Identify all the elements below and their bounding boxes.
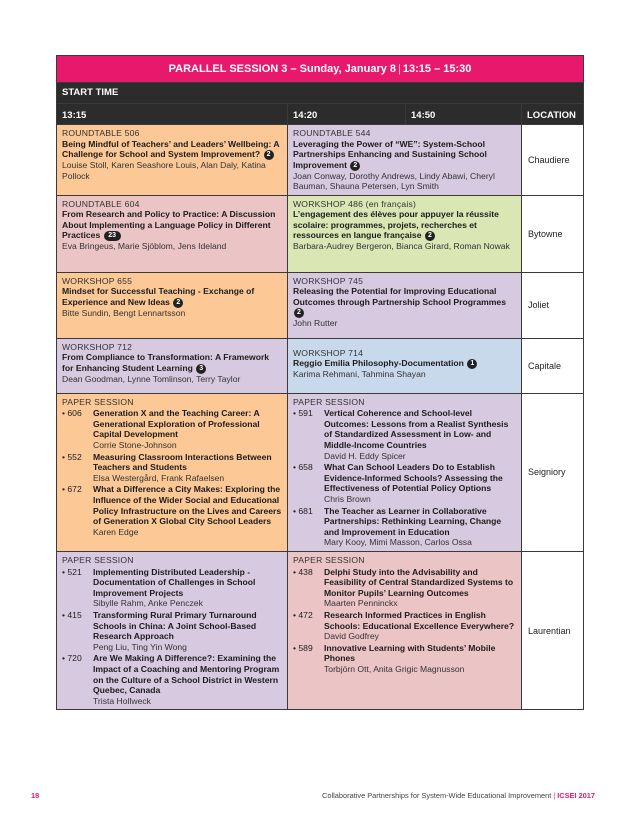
location-cell	[522, 272, 584, 338]
session-kind: WORKSHOP 486 (en français)	[293, 198, 417, 209]
paper-title: What a Difference a City Makes: Exploring the Influence of the Wider Social and Educational Policy Infrastructure on the Lives and Careers of Generation X Global City School Leaders	[93, 484, 282, 527]
paper-item	[62, 408, 282, 450]
session-kind: PAPER SESSION	[62, 396, 134, 407]
paper-item	[62, 610, 282, 652]
footer-text: Collaborative Partnerships for System-Wide Educational Improvement	[322, 791, 552, 800]
session-title-text: From Compliance to Transformation: A Framework for Enhancing Student Learning	[62, 352, 270, 373]
paper-item	[293, 643, 516, 675]
session-authors: Bitte Sundin, Bengt Lennartsson	[62, 307, 186, 318]
session-kind: PAPER SESSION	[62, 555, 134, 566]
paper-session-row	[57, 552, 584, 710]
schedule-table	[56, 55, 584, 710]
session-title: PARALLEL SESSION 3 – Sunday, January 8 | 13:15 – 15:30	[57, 56, 584, 83]
session-cell-right	[288, 338, 522, 393]
session-authors: John Rutter	[293, 318, 338, 329]
paper-number: • 521	[62, 566, 82, 577]
session-kind: PAPER SESSION	[293, 555, 365, 566]
paper-authors: Karen Edge	[93, 526, 139, 537]
paper-title: Are We Making A Difference?: Examining the Impact of a Coaching and Mentoring Program on the Culture of a School District in Western Quebec, Canada	[93, 653, 280, 696]
paper-authors: Sibylle Rahm, Anke Penczek	[93, 598, 203, 609]
paper-number: • 672	[62, 484, 82, 495]
location-name: Chaudiere	[528, 154, 570, 165]
paper-number: • 438	[293, 566, 313, 577]
session-authors: Karima Rehmani, Tahmina Shayan	[293, 369, 426, 380]
time-col-1: 13:15	[57, 104, 288, 125]
paper-number: • 591	[293, 408, 313, 419]
paper-title: What Can School Leaders Do to Establish Evidence-Informed Schools? Assessing the Effectiveness of Potential Policy Options	[324, 462, 503, 494]
session-authors: Joan Conway, Dorothy Andrews, Lindy Abawi, Cheryl Bauman, Shauna Petersen, Lyn Smith	[293, 170, 495, 192]
paper-authors: Elsa Westergård, Frank Rafaelsen	[93, 472, 225, 483]
session-cell-left	[57, 195, 288, 272]
paper-cell-right	[288, 393, 522, 551]
paper-authors: David Godfrey	[324, 631, 379, 642]
time-col-2: 14:20	[288, 104, 406, 125]
session-cell-right	[288, 125, 522, 196]
session-title-text: From Research and Policy to Practice: A Discussion About Implementing a Language Policy in Different Practices	[62, 209, 276, 241]
paper-authors: Torbjörn Ott, Anita Grigic Magnusson	[324, 663, 465, 674]
theme-number-badge: 2	[173, 298, 183, 308]
location-name: Joliet	[528, 300, 550, 311]
session-kind: ROUNDTABLE 604	[62, 198, 140, 209]
session-authors: Eva Bringeus, Marie Sjöblom, Jens Ideland	[62, 241, 227, 252]
session-cell-right	[288, 195, 522, 272]
paper-title: Measuring Classroom Interactions Between Teachers and Students	[93, 451, 272, 473]
session-title-text: Leveraging the Power of “WE”: System-School Partnerships Enhancing and Sustaining School Improvement	[293, 138, 487, 170]
paper-title: Delphi Study into the Advisability and Feasibility of Central Standardized Systems to Monitor Pupils’ Learning Outcomes	[324, 566, 514, 598]
session-authors: Barbara-Audrey Bergeron, Bianca Girard, Roman Nowak	[293, 241, 510, 252]
paper-authors: Trista Hollweck	[93, 695, 151, 706]
paper-cell-left	[57, 552, 288, 710]
paper-title: Transforming Rural Primary Turnaround Schools in China: A Joint School-Based Research Approach	[93, 609, 257, 642]
paper-title: Innovative Learning with Students’ Mobile Phones	[324, 642, 496, 664]
theme-number-badge: 2	[425, 231, 435, 241]
theme-number-badge: 1	[467, 359, 477, 369]
page-footer	[0, 791, 638, 805]
paper-cell-right	[288, 552, 522, 710]
paper-number: • 681	[293, 505, 313, 516]
theme-number-badge: 23	[104, 231, 121, 241]
conference-name: ICSEI 2017	[557, 791, 595, 800]
session-kind: WORKSHOP 712	[62, 341, 133, 352]
session-cell-left	[57, 272, 288, 338]
location-name: Laurentian	[528, 625, 571, 636]
paper-item	[62, 653, 282, 706]
session-cell-right	[288, 272, 522, 338]
session-title-text: Reggio Emilia Philosophy-Documentation	[293, 358, 464, 369]
session-cell-left	[57, 125, 288, 196]
location-name: Seigniory	[528, 467, 566, 478]
paper-cell-left	[57, 393, 288, 551]
location-header: LOCATION	[522, 104, 584, 125]
paper-item	[293, 610, 516, 642]
session-kind: WORKSHOP 655	[62, 275, 133, 286]
session-kind: WORKSHOP 714	[293, 347, 364, 358]
session-authors: Dean Goodman, Lynne Tomlinson, Terry Taylor	[62, 373, 241, 384]
session-row	[57, 125, 584, 196]
header-row-times	[57, 104, 584, 125]
paper-number: • 658	[293, 462, 313, 473]
session-authors: Louise Stoll, Karen Seashore Louis, Alan Daly, Katina Pollock	[62, 159, 266, 181]
paper-number: • 472	[293, 609, 313, 620]
paper-session-row	[57, 393, 584, 551]
paper-number: • 589	[293, 642, 313, 653]
session-cell-left	[57, 338, 288, 393]
paper-title: Implementing Distributed Leadership - Documentation of Challenges in School Improvement Projects	[93, 566, 256, 598]
theme-number-badge: 2	[350, 161, 360, 171]
paper-number: • 606	[62, 408, 82, 419]
theme-number-badge: 2	[294, 308, 304, 318]
session-time: 13:15 – 15:30	[402, 63, 472, 75]
session-title-text: L’engagement des élèves pour appuyer la réussite scolaire: programmes, projets, recherches et ressources en langue française	[293, 209, 499, 241]
paper-authors: David H. Eddy Spicer	[324, 450, 406, 461]
paper-item	[62, 484, 282, 537]
time-col-3: 14:50	[406, 104, 522, 125]
location-cell	[522, 195, 584, 272]
paper-title: Generation X and the Teaching Career: A Generational Exploration of Professional Capital Development	[93, 408, 260, 440]
location-name: Bytowne	[528, 228, 563, 239]
location-cell	[522, 393, 584, 551]
session-kind: WORKSHOP 745	[293, 275, 364, 286]
location-cell	[522, 552, 584, 710]
paper-authors: Peng Liu, Ting Yin Wong	[93, 641, 187, 652]
session-title-text: Releasing the Potential for Improving Educational Outcomes through Partnership School Programmes	[293, 286, 506, 307]
paper-item	[62, 452, 282, 484]
paper-number: • 720	[62, 653, 82, 664]
session-name: PARALLEL SESSION 3 – Sunday, January 8	[168, 63, 397, 75]
session-title-text: Being Mindful of Teachers’ and Leaders’ Wellbeing: A Challenge for School and System Improvement?	[62, 138, 280, 160]
header-row-top	[57, 83, 584, 104]
paper-number: • 415	[62, 609, 82, 620]
location-cell	[522, 338, 584, 393]
footer-separator: |	[553, 791, 556, 800]
theme-number-badge: 2	[264, 150, 274, 160]
footer-caption	[322, 791, 595, 800]
paper-authors: Corrie Stone-Johnson	[93, 440, 177, 451]
location-cell	[522, 125, 584, 196]
paper-item	[293, 567, 516, 609]
session-kind: ROUNDTABLE 544	[293, 128, 371, 138]
session-kind: ROUNDTABLE 506	[62, 128, 140, 138]
paper-title: Research Informed Practices in English Schools: Educational Excellence Everywhere?	[324, 609, 515, 631]
paper-item	[293, 506, 516, 548]
session-row	[57, 272, 584, 338]
paper-number: • 552	[62, 451, 82, 462]
paper-authors: Chris Brown	[324, 494, 371, 505]
session-kind: PAPER SESSION	[293, 396, 365, 407]
session-title-row	[57, 56, 584, 83]
paper-authors: Mary Kooy, Mimi Masson, Carlos Ossa	[324, 537, 472, 548]
paper-authors: Maarten Penninckx	[324, 598, 398, 609]
location-name: Capitale	[528, 360, 562, 371]
page-number: 18	[31, 791, 40, 800]
session-row	[57, 195, 584, 272]
start-time-label: START TIME	[57, 83, 584, 104]
paper-item	[62, 567, 282, 609]
paper-item	[293, 408, 516, 461]
paper-title: The Teacher as Learner in Collaborative Partnerships: Rethinking Learning, Change and Improvement in Education	[324, 505, 502, 537]
theme-number-badge: 3	[196, 364, 206, 374]
session-row	[57, 338, 584, 393]
paper-item	[293, 462, 516, 504]
paper-title: Vertical Coherence and School-level Outcomes: Lessons from a Realist Synthesis of Standardized Assessment in Low- and Middle-Income Countries	[324, 408, 509, 451]
session-title-text: Mindset for Successful Teaching - Exchange of Experience and New Ideas	[62, 286, 255, 307]
